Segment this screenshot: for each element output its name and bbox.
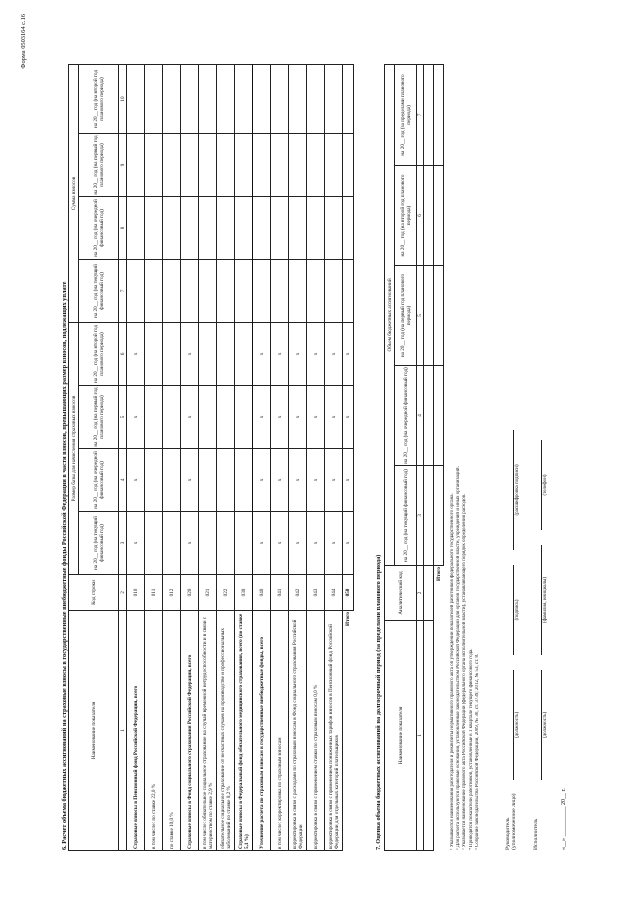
value-cell (181, 259, 199, 322)
value-cell: x (307, 322, 325, 385)
footnote: ⁴ Приводятся показатели работников, установленные в 1 квартале текущего финансового года. (468, 648, 474, 850)
table-row (199, 64, 217, 850)
row-name: корректировка в связи с применением пониженных тарифов взносов в Пенсионный фонд Российской Федерации для отдельных категорий плательщиков (325, 611, 343, 851)
value-cell (181, 196, 199, 259)
row-code: 044 (325, 575, 343, 611)
value-cell: x (307, 386, 325, 449)
value-cell (163, 133, 181, 196)
value-cell (289, 196, 307, 259)
head-signature-line[interactable] (513, 565, 514, 655)
footnote: ³ Указывается наименование правового акта Российской Федерации (федерального органа исполнительной власти), устанавливающего порядок определения расходов. (462, 493, 468, 850)
value-cell: x (253, 386, 271, 449)
caption: (должность) (515, 711, 520, 739)
value-cell (163, 512, 181, 575)
column-index: 8 (119, 196, 127, 259)
total-cell: x (343, 386, 354, 449)
value-cell: x (253, 449, 271, 512)
table-row (253, 64, 271, 850)
value-cell (235, 259, 253, 322)
value-cell (127, 196, 145, 259)
value-cell (181, 133, 199, 196)
header-name: Наименование показателя (385, 621, 417, 851)
footnote: ¹ Указываются наименования работодателя и реквизиты нормативного правового акта об утверждении показателей работников федерального государственного органа. (450, 493, 455, 850)
value-cell: x (325, 512, 343, 575)
form-code-label: Форма 0503164 с.16 (20, 14, 27, 69)
value-cell (145, 133, 163, 196)
value-cell (271, 196, 289, 259)
value-cell: x (271, 322, 289, 385)
caption: (должность) (543, 711, 548, 739)
header-col: на 20__ год (на очередной финансовый год) (79, 196, 119, 259)
value-cell (325, 259, 343, 322)
value-cell (271, 133, 289, 196)
column-index: 7 (417, 64, 424, 165)
total-cell: x (343, 512, 354, 575)
value-cell (199, 64, 217, 133)
value-cell: x (307, 512, 325, 575)
total-cell: x (343, 449, 354, 512)
value-cell (145, 259, 163, 322)
value-cell (145, 64, 163, 133)
row-name: корректировка в связи с расходами по страховым взносам в Фонд социального страхования Российской Федерации (289, 611, 307, 851)
value-cell: x (181, 449, 199, 512)
header-col: на 20__ год (на текущий финансовый год) (395, 466, 417, 566)
total-cell: x (343, 322, 354, 385)
column-index: 1 (417, 621, 424, 851)
total-cell (434, 466, 444, 566)
value-cell (289, 259, 307, 322)
value-cell (199, 133, 217, 196)
value-cell (325, 64, 343, 133)
value-cell: x (289, 449, 307, 512)
value-cell (217, 133, 235, 196)
value-cell: x (127, 449, 145, 512)
head-label: Руководитель (уполномоченное лицо) (505, 793, 518, 850)
total-label: Итого (345, 612, 352, 626)
value-cell (127, 133, 145, 196)
row-code: 041 (271, 575, 289, 611)
value-cell: x (325, 449, 343, 512)
value-cell (145, 322, 163, 385)
footnote: ⁵ Собрание законодательства Российской Федерации, 2009, № 30, ст. 3739; 2012, № 53, ст. 8. (474, 653, 480, 850)
value-cell (145, 512, 163, 575)
column-index: 3 (119, 512, 127, 575)
caption: (телефон) (543, 474, 548, 496)
table-row (325, 64, 343, 850)
value-cell (217, 259, 235, 322)
value-cell: x (307, 449, 325, 512)
value-cell (199, 196, 217, 259)
value-cell (217, 64, 235, 133)
footnote: ² Для расчета используются правовые основания, установленные законодательством Российской Федерации для органов государственной власти, учреждений и иных организаций. (456, 466, 462, 850)
row-code: 030 (235, 575, 253, 611)
value-cell: x (289, 322, 307, 385)
value-cell (163, 259, 181, 322)
date-row (561, 290, 571, 850)
header-col: на 20__ год (на первый год планового периода) (79, 133, 119, 196)
value-cell (127, 64, 145, 133)
column-index: 6 (417, 166, 424, 266)
row-name: корректировка в связи с применением ставки по страховым взносам 0,0 % (307, 611, 325, 851)
value-cell: x (127, 322, 145, 385)
header-base-group: Размер базы для начисления страховых взносов (69, 322, 79, 574)
value-cell (217, 386, 235, 449)
row-code: 010 (127, 575, 145, 611)
value-cell (163, 386, 181, 449)
value-cell: x (325, 322, 343, 385)
long-term-budget-table (384, 64, 444, 851)
column-index: 5 (417, 266, 424, 366)
header-col: на 20__ год (на первый год планового периода) (79, 386, 119, 449)
insurance-contributions-table (68, 64, 354, 851)
value-cell (235, 322, 253, 385)
header-col: на 20__ год (на второй год планового периода) (79, 64, 119, 133)
value-cell (199, 449, 217, 512)
value-cell (253, 196, 271, 259)
value-cell (307, 133, 325, 196)
value-cell (235, 133, 253, 196)
row-code: 020 (181, 575, 199, 611)
row-name: по ставке 10,0 % (163, 611, 181, 851)
header-col: на 20__ год (на второй год планового периода) (79, 322, 119, 385)
empty-cell (424, 621, 434, 851)
total-cell (434, 64, 444, 165)
table-row (289, 64, 307, 850)
value-cell (253, 133, 271, 196)
header-col: на 20__ год (на первый год планового периода) (395, 266, 417, 366)
value-cell (235, 196, 253, 259)
value-cell (145, 386, 163, 449)
value-cell (217, 512, 235, 575)
total-code: 050 (343, 575, 354, 611)
section7-title: 7. Оценка объема бюджетных ассигнований на долгосрочный период (за пределами планового периода) (375, 554, 382, 850)
column-index: 5 (119, 386, 127, 449)
value-cell (163, 322, 181, 385)
head-signature-row (505, 290, 533, 850)
date-field[interactable]: «__» __________ 20__ г. (561, 788, 567, 850)
table-row (271, 64, 289, 850)
header-col: на 20__ год (на очередной финансовый год) (79, 449, 119, 512)
value-cell (217, 322, 235, 385)
row-name: Страховые взносы в Пенсионный фонд Российской Федерации, всего (127, 611, 145, 851)
total-cell (434, 166, 444, 266)
header-name: Наименование показателя (69, 611, 119, 851)
value-cell: x (127, 386, 145, 449)
row-name: в том числе: корректировка по страховым взносам (271, 611, 289, 851)
row-name: обязательное социальное страхование от несчастных случаев на производстве и профессиональных заболеваний по ставке 0,2 % (217, 611, 235, 851)
value-cell: x (181, 322, 199, 385)
column-index: 9 (119, 133, 127, 196)
value-cell (307, 64, 325, 133)
header-col: на 20__ год (на текущий финансовый год) (79, 512, 119, 575)
value-cell: x (271, 512, 289, 575)
value-cell (271, 259, 289, 322)
header-code: Аналитический код (385, 566, 417, 621)
value-cell (163, 64, 181, 133)
total-cell (434, 366, 444, 466)
column-index: 4 (417, 366, 424, 466)
value-cell: x (127, 512, 145, 575)
executor-position-line[interactable] (541, 670, 542, 780)
header-col: на 20__ год (на второй год планового периода) (395, 166, 417, 266)
value-cell (235, 449, 253, 512)
value-cell: x (325, 386, 343, 449)
empty-cell (424, 566, 434, 621)
column-index: 1 (119, 611, 127, 851)
total-cell (343, 196, 354, 259)
table-row (181, 64, 199, 850)
value-cell: x (271, 449, 289, 512)
header-sum-group: Сумма взносов (69, 64, 79, 322)
value-cell (271, 64, 289, 133)
table-row (235, 64, 253, 850)
executor-label: Исполнитель (533, 818, 539, 850)
value-cell: x (271, 386, 289, 449)
value-cell (145, 196, 163, 259)
total-cell (343, 64, 354, 133)
row-name: Страховые взносы в Фонд социального страхования Российской Федерации, всего (181, 611, 199, 851)
row-name: Страховые взносы в Федеральный фонд обязательного медицинского страхования, всего (по ставке 5,1 %) (235, 611, 253, 851)
value-cell: x (253, 512, 271, 575)
header-code: Код строки (69, 575, 119, 611)
value-cell (217, 196, 235, 259)
value-cell (253, 64, 271, 133)
caption: (подпись) (515, 599, 520, 621)
section6-title: 6. Расчет объема бюджетных ассигнований на страховые взносы в государственные внебюджетные фонды Российской Федерации в части взносов, превышающих размер взносов, подлежащих уплате (61, 281, 68, 850)
value-cell (199, 386, 217, 449)
value-cell (145, 449, 163, 512)
row-name: в том числе: обязательное социальное страхование на случай временной нетрудоспособности и в связи с материнством по ставке 2,9 % (199, 611, 217, 851)
row-code: 012 (163, 575, 181, 611)
value-cell (289, 133, 307, 196)
column-index: 10 (119, 64, 127, 133)
header-group: Объем бюджетных ассигнований (385, 64, 395, 565)
value-cell (163, 196, 181, 259)
value-cell: x (289, 386, 307, 449)
value-cell (325, 196, 343, 259)
header-col: на 20__ год (за пределами планового периода) (395, 64, 417, 165)
value-cell (253, 259, 271, 322)
value-cell (199, 512, 217, 575)
row-name: в том числе: по ставке 22,0 % (145, 611, 163, 851)
empty-cell (424, 166, 434, 266)
total-label: Итого (435, 567, 442, 581)
total-cell (343, 259, 354, 322)
value-cell: x (181, 386, 199, 449)
value-cell: x (289, 512, 307, 575)
head-name-line[interactable] (513, 430, 514, 550)
row-code: 042 (289, 575, 307, 611)
signature-block (505, 290, 571, 850)
column-index: 6 (119, 322, 127, 385)
row-code: 021 (199, 575, 217, 611)
empty-cell (424, 266, 434, 366)
header-col: на 20__ год (на очередной финансовый год) (395, 366, 417, 466)
table-row (307, 64, 325, 850)
value-cell: x (253, 322, 271, 385)
footnotes (450, 30, 481, 850)
value-cell (163, 449, 181, 512)
executor-signature-row (533, 290, 561, 850)
value-cell (325, 133, 343, 196)
value-cell (199, 322, 217, 385)
table-row (217, 64, 235, 850)
value-cell (235, 386, 253, 449)
column-index: 3 (417, 466, 424, 566)
row-code: 011 (145, 575, 163, 611)
table-row (163, 64, 181, 850)
value-cell (199, 259, 217, 322)
total-cell (434, 266, 444, 366)
empty-cell (424, 64, 434, 165)
row-code: 040 (253, 575, 271, 611)
value-cell (307, 196, 325, 259)
row-code: 043 (307, 575, 325, 611)
table-row (127, 64, 145, 850)
value-cell (127, 259, 145, 322)
value-cell: x (181, 512, 199, 575)
header-col: на 20__ год (на текущий финансовый год) (79, 259, 119, 322)
column-index: 2 (119, 575, 127, 611)
executor-name-line[interactable] (541, 545, 542, 655)
empty-cell (424, 466, 434, 566)
empty-cell (424, 366, 434, 466)
row-name: Уточнение расчета по страховым взносам в государственные внебюджетные фонды, всего (253, 611, 271, 851)
caption: (расшифровка подписи) (515, 464, 520, 516)
value-cell (307, 259, 325, 322)
value-cell (235, 512, 253, 575)
value-cell (217, 449, 235, 512)
total-row (343, 64, 354, 850)
head-position-line[interactable] (513, 670, 514, 780)
value-cell (289, 64, 307, 133)
table-row (145, 64, 163, 850)
column-index: 2 (417, 566, 424, 621)
column-index: 4 (119, 449, 127, 512)
caption: (фамилия, инициалы) (543, 576, 548, 624)
value-cell (181, 64, 199, 133)
row-code: 022 (217, 575, 235, 611)
total-cell (343, 133, 354, 196)
column-index: 7 (119, 259, 127, 322)
executor-phone-line[interactable] (541, 440, 542, 530)
value-cell (235, 64, 253, 133)
